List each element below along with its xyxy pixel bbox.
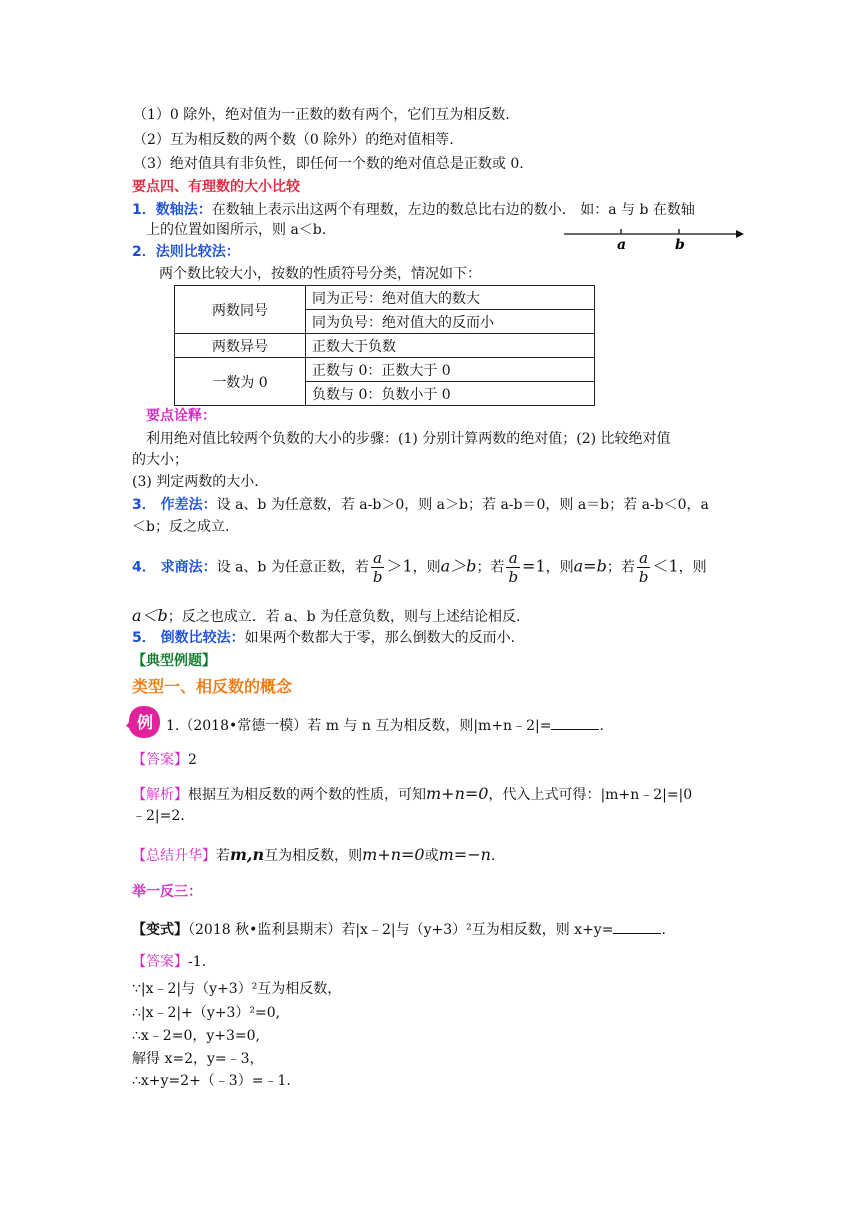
practice-title: 举一反三： bbox=[132, 884, 202, 900]
method-3 bbox=[132, 497, 709, 514]
analysis-1: 【解析】根据互为相反数的两个数的性质，可知m+n=0，代入上式可得：|m+n﹣2|=|0 bbox=[132, 784, 693, 803]
answer-label: 【答案】 bbox=[132, 752, 188, 768]
solution-step-4: 解得 x=2，y=﹣3， bbox=[132, 1051, 264, 1067]
table-cell: 正数与 0：正数大于 0 bbox=[306, 358, 595, 382]
note-line-3: (3) 判定两数的大小. bbox=[132, 474, 259, 490]
method-3-label: 3． 作差法： bbox=[132, 497, 217, 513]
fraction-a-over-b: $\frac{a}{b}$ bbox=[508, 549, 519, 586]
note-line-2: 的大小； bbox=[132, 452, 188, 468]
note-title: 要点诠释： bbox=[146, 408, 216, 424]
method-4-label: 4． 求商法： bbox=[132, 559, 217, 576]
svg-text:例: 例 bbox=[136, 713, 154, 732]
type-1-title: 类型一、相反数的概念 bbox=[132, 677, 293, 696]
table-row bbox=[175, 334, 595, 358]
property-1: （1）0 除外，绝对值为一正数的数有两个，它们互为相反数. bbox=[133, 107, 510, 123]
variant-label: 【变式】 bbox=[132, 922, 188, 938]
answer-label: 【答案】 bbox=[132, 954, 188, 970]
analysis-label: 【解析】 bbox=[132, 787, 188, 803]
question-1: 1.（2018•常德一模）若 m 与 n 互为相反数，则|m+n﹣2|= . bbox=[166, 718, 604, 734]
fraction-a-over-b: $\frac{a}{b}$ bbox=[372, 549, 383, 586]
property-3: （3）绝对值具有非负性，即任何一个数的绝对值总是正数或 0. bbox=[133, 156, 524, 172]
arrow-right-icon bbox=[736, 230, 744, 238]
method-2-label: 2．法则比较法： bbox=[132, 244, 240, 260]
examples-header: 【典型例题】 bbox=[132, 653, 216, 669]
solution-step-2: ∴|x﹣2|+（y+3）²=0, bbox=[132, 1005, 281, 1021]
table-cell: 负数与 0：负数小于 0 bbox=[306, 382, 595, 406]
table-cell: 两数异号 bbox=[175, 334, 306, 358]
summary-1: 【总结升华】若m,n互为相反数，则m+n=0或m=−n. bbox=[132, 845, 496, 864]
solution-step-5: ∴x+y=2+（﹣3）=﹣1. bbox=[132, 1073, 291, 1089]
answer-1: 【答案】2 bbox=[132, 752, 197, 768]
method-1-label: 1．数轴法： bbox=[132, 202, 212, 218]
solution-step-1: ∵|x﹣2|与（y+3）²互为相反数， bbox=[132, 981, 342, 997]
fraction-a-over-b: $\frac{a}{b}$ bbox=[638, 549, 649, 586]
number-line-figure bbox=[560, 222, 744, 252]
method-3-text-2: ＜b；反之成立. bbox=[132, 519, 230, 535]
summary-label: 【总结升华】 bbox=[132, 848, 216, 864]
variant-question: 【变式】（2018 秋•监利县期末）若|x﹣2|与（y+3）²互为相反数，则 x+y= . bbox=[132, 922, 666, 938]
method-2-intro: 两个数比较大小，按数的性质符号分类，情况如下： bbox=[159, 266, 481, 282]
method-3-text: 设 a、b 为任意数，若 a-b＞0，则 a＞b；若 a-b＝0，则 a＝b；若 a-b＜0，a bbox=[216, 497, 709, 513]
answer-blank bbox=[613, 921, 661, 934]
table-cell: 两数同号 bbox=[175, 286, 306, 334]
answer-blank bbox=[551, 717, 599, 730]
property-2: （2）互为相反数的两个数（0 除外）的绝对值相等. bbox=[133, 132, 454, 148]
comparison-table bbox=[174, 285, 595, 406]
method-4: 4． 求商法：设 a、b 为任意正数，若 $\frac{a}{b}$ ＞1，则a＞b；若 $\frac{a}{b}$ =1，则a=b；若 $\frac{a}{b}$ ＜1，则 bbox=[132, 549, 707, 586]
method-4-line-2: a＜b；反之也成立．若 a、b 为任意负数，则与上述结论相反. bbox=[132, 606, 521, 625]
section-title: 要点四、有理数的大小比较 bbox=[132, 179, 300, 195]
table-cell: 同为负号：绝对值大的反而小 bbox=[306, 310, 595, 334]
label-b: b bbox=[675, 237, 685, 252]
table-cell: 一数为 0 bbox=[175, 358, 306, 406]
solution-step-3: ∴x﹣2=0，y+3=0, bbox=[132, 1028, 260, 1044]
label-a: a bbox=[617, 237, 627, 252]
method-5 bbox=[132, 630, 515, 647]
example-icon bbox=[126, 704, 162, 740]
table-cell: 正数大于负数 bbox=[306, 334, 595, 358]
method-1-text: 在数轴上表示出这两个有理数，左边的数总比右边的数小． 如：a 与 b 在数轴 bbox=[211, 202, 695, 218]
note-line-1: 利用绝对值比较两个负数的大小的步骤：(1) 分别计算两数的绝对值；(2) 比较绝对值 bbox=[146, 431, 671, 447]
table-row bbox=[175, 286, 595, 310]
table-row bbox=[175, 358, 595, 382]
analysis-1-line-2: ﹣2|=2. bbox=[132, 808, 185, 824]
table-cell: 同为正号：绝对值大的数大 bbox=[306, 286, 595, 310]
answer-2: 【答案】-1. bbox=[132, 954, 207, 970]
method-5-label: 5． 倒数比较法： bbox=[132, 630, 245, 646]
method-1 bbox=[132, 202, 695, 219]
method-5-text: 如果两个数都大于零，那么倒数大的反而小. bbox=[244, 630, 516, 646]
method-1-text-2: 上的位置如图所示，则 a＜b. bbox=[146, 222, 327, 238]
